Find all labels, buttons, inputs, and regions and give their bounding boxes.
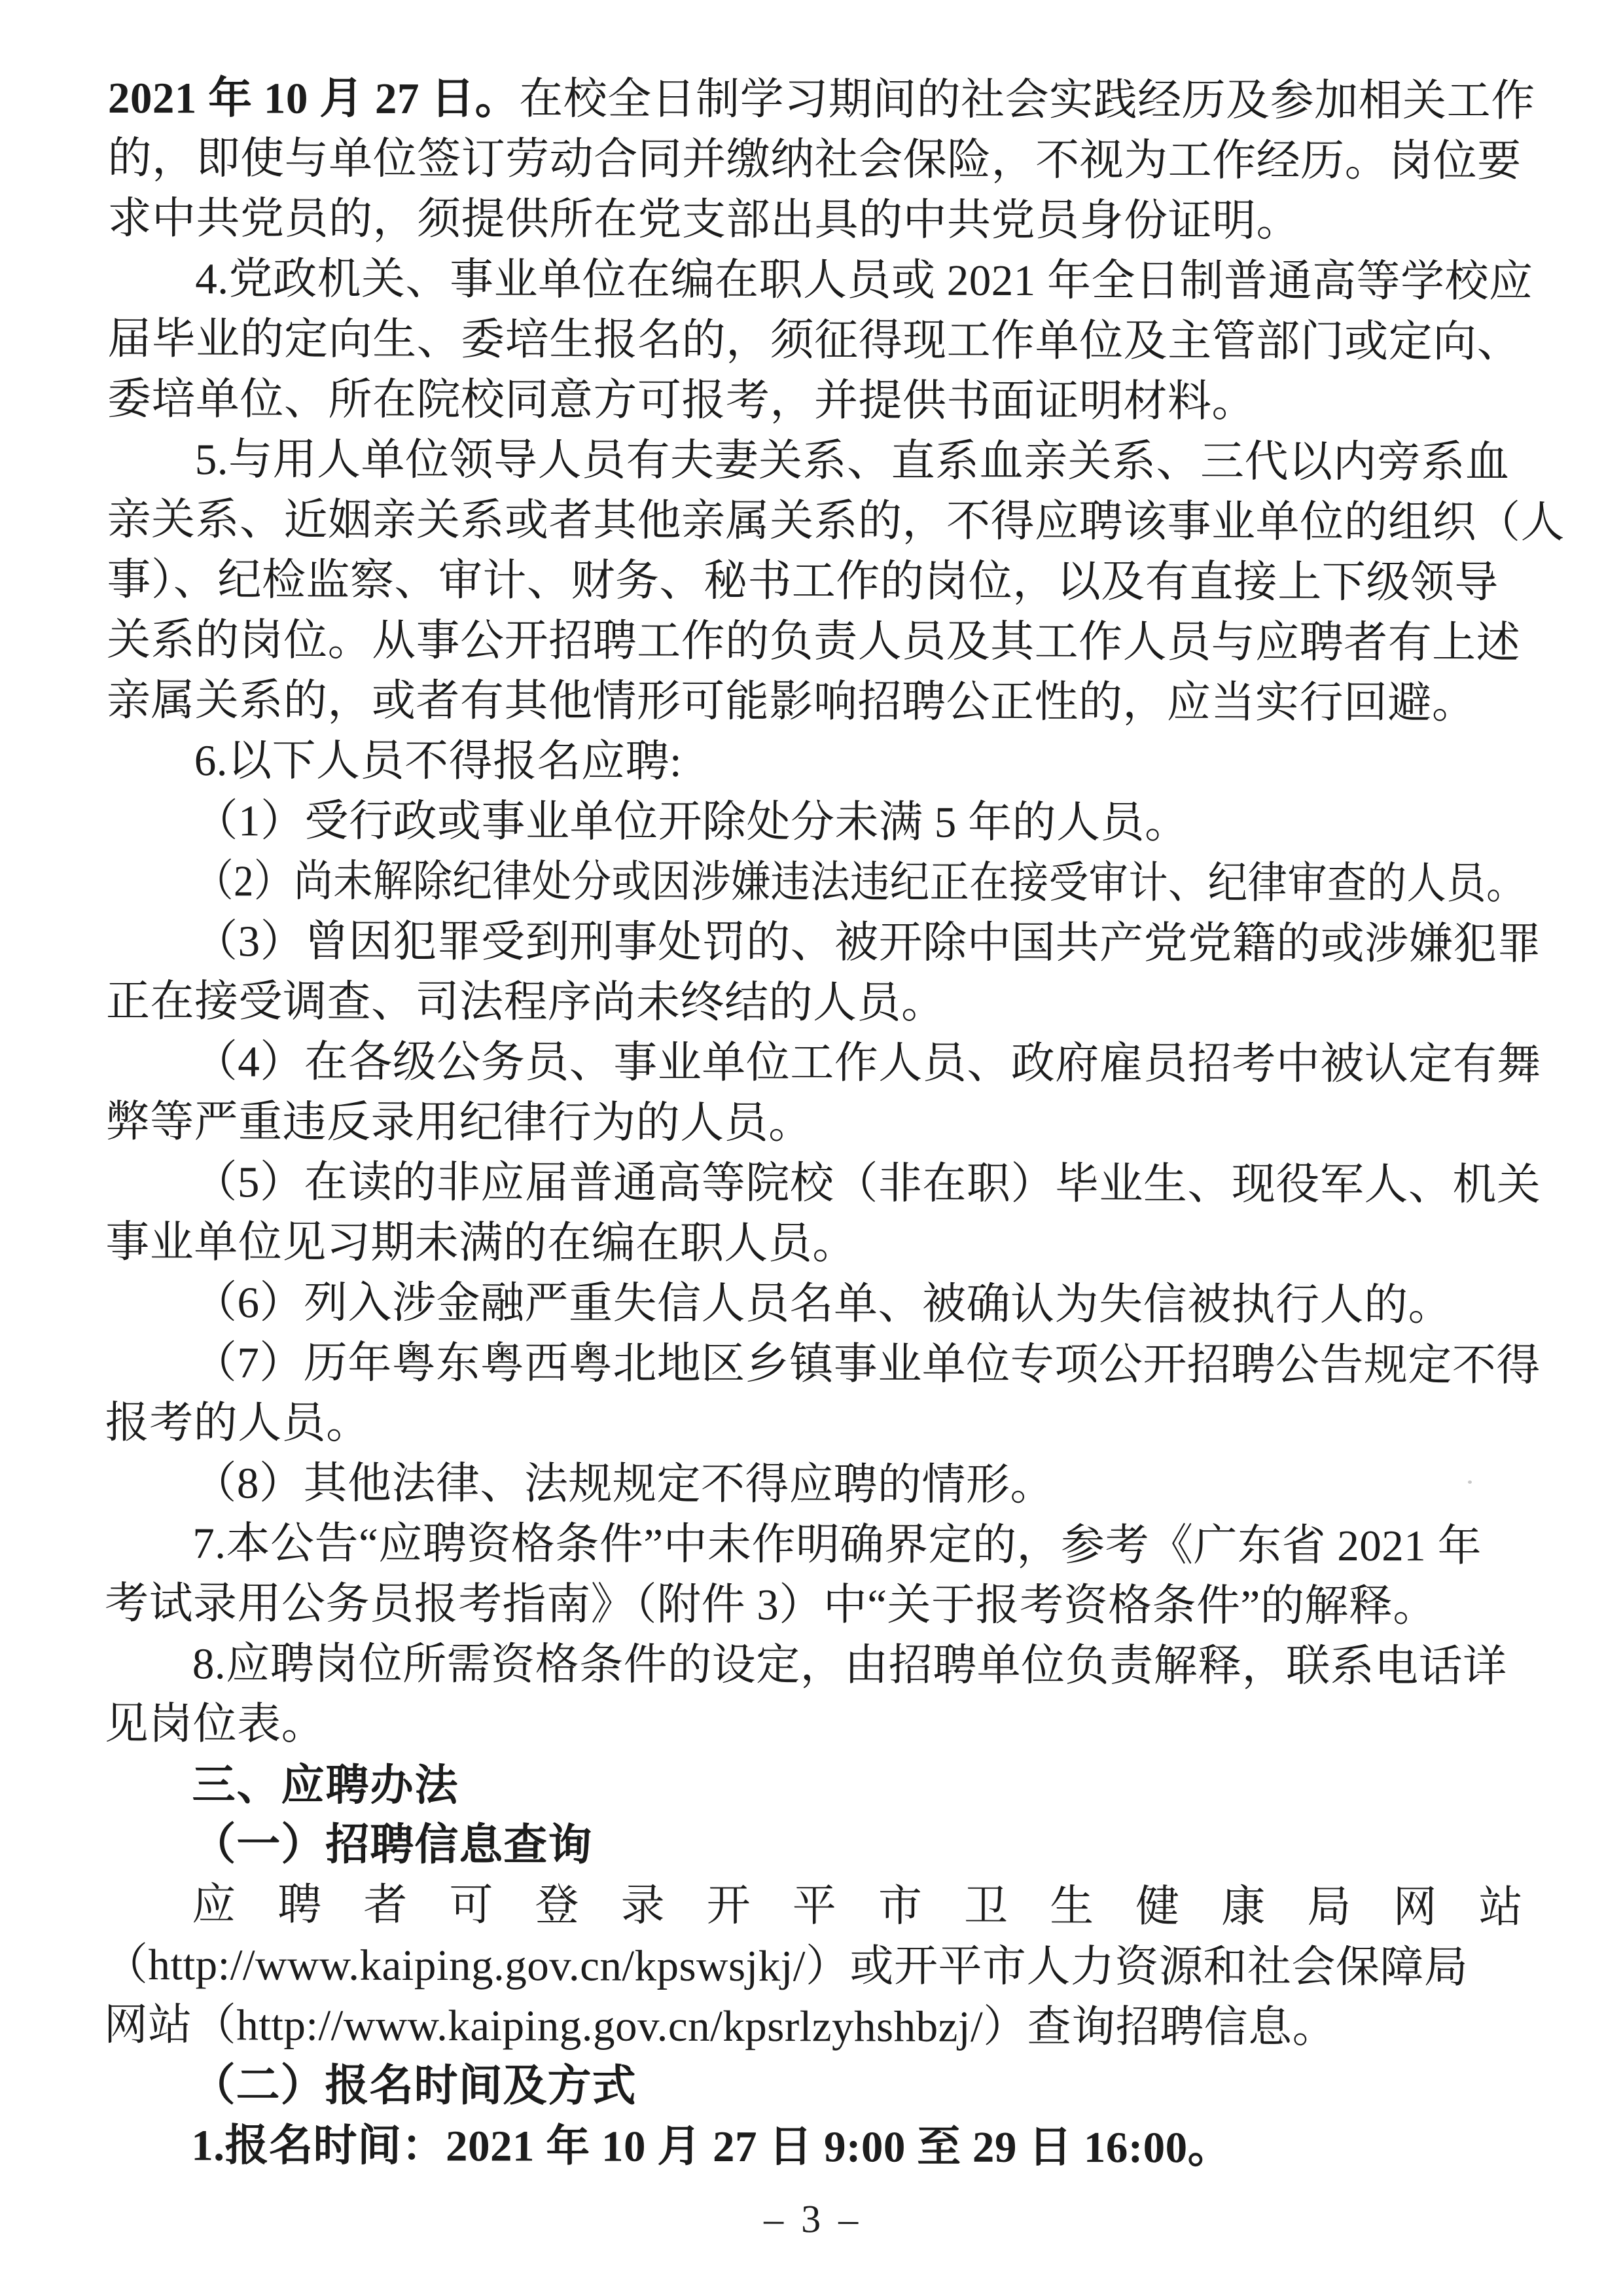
text-line-28 xyxy=(105,1694,1524,1757)
text-line-30 xyxy=(104,1814,1523,1878)
text-line-12 xyxy=(107,730,1525,794)
text-segment: 求中共党员的，须提供所在党支部出具的中共党员身份证明。 xyxy=(107,194,1301,245)
text-segment: 4.党政机关、事业单位在编在职人员或 2021 年全日制普通高等学校应 xyxy=(195,255,1533,306)
text-segment: 亲属关系的，或者有其他情形可能影响招聘公正性的，应当实行回避。 xyxy=(106,675,1476,728)
text-line-3 xyxy=(107,188,1526,252)
text-segment: 届毕业的定向生、委培生报名的，须征得现工作单位及主管部门或定向、 xyxy=(107,314,1522,367)
text-line-24 xyxy=(105,1453,1524,1516)
text-line-6 xyxy=(107,369,1526,433)
text-segment: （一）招聘信息查询 xyxy=(192,1820,593,1870)
text-segment: 关系的岗位。从事公开招聘工作的负责人员及其工作人员与应聘者有上述 xyxy=(107,615,1521,668)
text-line-20 xyxy=(105,1212,1524,1276)
text-line-2 xyxy=(108,128,1527,192)
text-line-7 xyxy=(107,429,1526,493)
text-line-35 xyxy=(103,2115,1522,2179)
text-segment: 正在接受调查、司法程序尚未终结的人员。 xyxy=(105,977,946,1028)
text-segment: （1）受行政或事业单位开除处分未满 5 年的人员。 xyxy=(194,797,1189,848)
compressed-text xyxy=(194,851,1526,914)
scan-speckle xyxy=(669,1602,671,1604)
text-segment: （5）在读的非应届普通高等院校（非在职）毕业生、现役军人、机关 xyxy=(193,1158,1541,1210)
text-segment: 应 聘 者 可 登 录 开 平 市 卫 生 健 康 局 网 站 xyxy=(192,1880,1524,1932)
text-line-5 xyxy=(107,309,1526,372)
text-line-19 xyxy=(105,1152,1541,1215)
text-segment: 5.与用人单位领导人员有夫妻关系、直系血亲关系、三代以内旁系血 xyxy=(194,435,1510,487)
text-segment: （7）历年粤东粤西粤北地区乡镇事业单位专项公开招聘公告规定不得 xyxy=(192,1338,1541,1390)
text-segment: （8）其他法律、法规规定不得应聘的情形。 xyxy=(192,1459,1055,1510)
text-segment: （4）在各级公务员、事业单位工作人员、政府雇员招考中被认定有舞 xyxy=(193,1037,1541,1089)
text-segment: （3）曾因犯罪受到刑事处罚的、被开除中国共产党党籍的或涉嫌犯罪 xyxy=(194,917,1542,969)
text-segment: 2021 年 10 月 27 日。 xyxy=(107,73,520,124)
text-line-14 xyxy=(106,851,1525,914)
text-line-16 xyxy=(106,971,1525,1035)
text-segment: 7.本公告“应聘资格条件”中未作明确界定的，参考《广东省 2021 年 xyxy=(192,1519,1482,1571)
text-line-11 xyxy=(107,670,1525,734)
text-block xyxy=(103,68,1565,2251)
text-line-32 xyxy=(104,1935,1523,1998)
text-line-18 xyxy=(106,1092,1525,1155)
text-segment: 事）、纪检监察、审计、财务、秘书工作的岗位，以及有直接上下级领导 xyxy=(107,555,1499,607)
text-line-4 xyxy=(107,249,1533,312)
text-segment: 三、应聘办法 xyxy=(192,1760,459,1810)
page-number: – 3 – xyxy=(764,2197,863,2241)
text-segment: 的，即使与单位签订劳动合同并缴纳社会保险，不视为工作经历。岗位要 xyxy=(107,134,1522,186)
scan-speckle xyxy=(1468,1480,1472,1484)
text-segment: （二）报名时间及方式 xyxy=(191,2061,637,2111)
text-line-1 xyxy=(107,68,1535,132)
text-segment: 在校全日制学习期间的社会实践经历及参加相关工作 xyxy=(519,75,1535,126)
text-segment: 亲关系、近姻亲关系或者其他亲属关系的，不得应聘该事业单位的组织（人 xyxy=(107,495,1565,547)
text-segment: （2）尚未解除纪律处分或因涉嫌违法违纪正在接受审计、纪律审查的人员。 xyxy=(194,857,1526,908)
text-segment: 委培单位、所在院校同意方可报考，并提供书面证明材料。 xyxy=(107,374,1257,426)
text-line-27 xyxy=(105,1634,1524,1697)
text-line-15 xyxy=(106,911,1542,975)
text-line-34 xyxy=(103,2055,1522,2119)
text-line-13 xyxy=(106,791,1525,854)
text-line-22 xyxy=(105,1333,1541,1396)
text-segment: 6.以下人员不得报名应聘: xyxy=(194,736,683,786)
text-line-25 xyxy=(105,1513,1524,1577)
text-segment: 1.报名时间：2021 年 10 月 27 日 9:00 至 29 日 16:00。 xyxy=(191,2121,1232,2172)
text-segment: 弊等严重违反录用纪律行为的人员。 xyxy=(105,1097,813,1148)
text-segment: 考试录用公务员报考指南》（附件 3）中“关于报考资格条件”的解释。 xyxy=(105,1579,1437,1631)
text-line-8 xyxy=(107,490,1565,553)
text-segment: （http://www.kaiping.gov.cn/kpswsjkj/）或开平市人力资源和社会保障局 xyxy=(103,1940,1469,1992)
text-segment: 8.应聘岗位所需资格条件的设定，由招聘单位负责解释，联系电话详 xyxy=(192,1640,1507,1691)
text-segment: 事业单位见习期未满的在编在职人员。 xyxy=(105,1217,857,1268)
text-segment: 网站（http://www.kaiping.gov.cn/kpsrlzyhshbzj/）查询招聘信息。 xyxy=(103,2000,1337,2052)
text-line-10 xyxy=(107,610,1525,673)
text-line-29 xyxy=(104,1754,1523,1818)
text-segment: 报考的人员。 xyxy=(105,1398,370,1448)
text-segment: 见岗位表。 xyxy=(104,1699,326,1749)
text-segment: （6）列入涉金融严重失信人员名单、被确认为失信被执行人的。 xyxy=(192,1278,1453,1330)
text-line-23 xyxy=(105,1393,1524,1456)
text-line-26 xyxy=(105,1573,1524,1637)
text-line-21 xyxy=(105,1272,1524,1336)
text-line-33 xyxy=(104,1995,1523,2058)
text-line-31 xyxy=(104,1874,1523,1938)
text-line-17 xyxy=(106,1031,1541,1095)
text-line-9 xyxy=(107,550,1525,613)
